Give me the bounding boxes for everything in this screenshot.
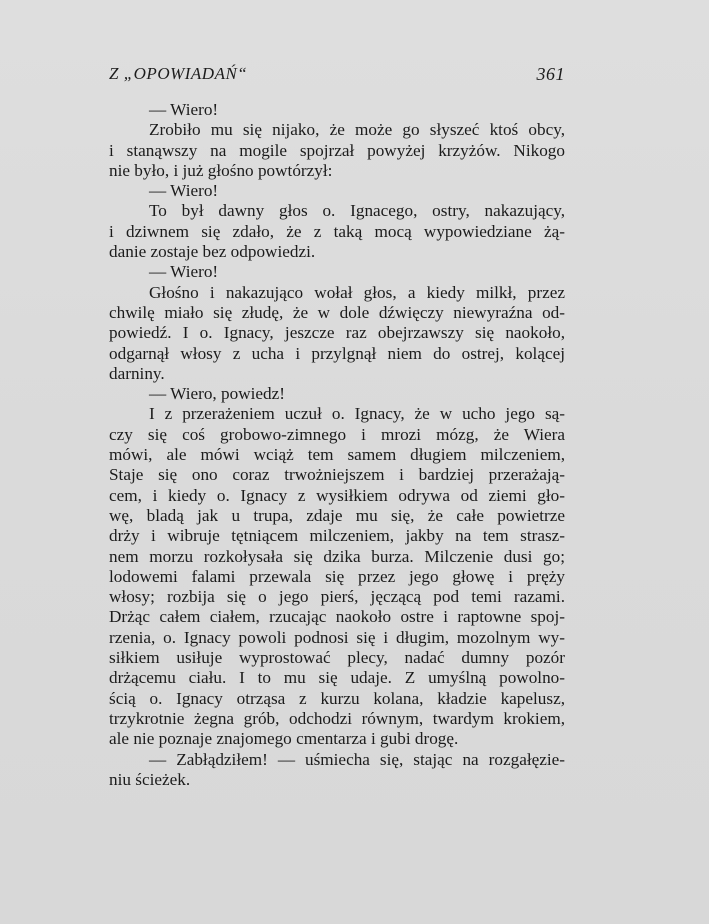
text-line: odgarnął włosy z ucha i przylgnął niem do ostrej, kolącej: [109, 343, 565, 363]
text-line: — Zabłądziłem! — uśmiecha się, stając na rozgałęzie-: [149, 749, 565, 769]
running-head: [109, 64, 565, 90]
text-line: nem morzu rozkołysała się dzika burza. Milczenie dusi go;: [109, 546, 565, 566]
text-line: To był dawny głos o. Ignacego, ostry, nakazujący,: [149, 201, 565, 221]
text-line: włosy; rozbija się o jego pierś, jęczącą pod temi razami.: [109, 587, 565, 607]
text-line: i dziwnem się zdało, że z taką mocą wypowiedziane żą-: [109, 221, 565, 241]
text-line: czy się coś grobowo-zimnego i mrozi mózg, że Wiera: [109, 424, 565, 444]
text-line: trzykrotnie żegna grób, odchodzi równym, twardym krokiem,: [109, 708, 565, 728]
page-number: 361: [536, 64, 565, 84]
text-line: mówi, ale mówi wciąż tem samem długiem milczeniem,: [109, 445, 565, 465]
body-text: [109, 100, 565, 790]
text-line: i stanąwszy na mogile spojrzał powyżej krzyżów. Nikogo: [109, 140, 565, 160]
text-line: I z przerażeniem uczuł o. Ignacy, że w ucho jego są-: [149, 404, 565, 424]
text-line: Głośno i nakazująco wołał głos, a kiedy milkł, przez: [149, 282, 565, 302]
text-line: wę, bladą jak u trupa, zdaje mu się, że całe powietrze: [109, 505, 565, 525]
text-line: ścią o. Ignacy otrząsa z kurzu kolana, kładzie kapelusz,: [109, 688, 565, 708]
text-line: niu ścieżek.: [109, 769, 191, 789]
text-line: nie było, i już głośno powtórzył:: [109, 160, 333, 180]
text-line: drżącemu ciału. I to mu się udaje. Z umyślną powolno-: [109, 668, 565, 688]
text-line: Drżąc całem ciałem, rzucając naokoło ostre i raptowne spoj-: [109, 607, 565, 627]
text-line: — Wiero!: [149, 100, 219, 119]
text-line: Zrobiło mu się nijako, że może go słyszeć ktoś obcy,: [149, 120, 565, 140]
text-line: — Wiero!: [149, 181, 219, 201]
text-line: darniny.: [109, 363, 165, 383]
text-line: ale nie poznaje znajomego cmentarza i gubi drogę.: [109, 729, 459, 749]
text-line: rzenia, o. Ignacy powoli podnosi się i długim, mozolnym wy-: [109, 627, 565, 647]
text-line: Staje się ono coraz trwożniejszem i bardziej przerażają-: [109, 465, 565, 485]
text-line: lodowemi falami przewala się przez jego głowę i pręży: [109, 566, 565, 586]
text-line: cem, i kiedy o. Ignacy z wysiłkiem odrywa od ziemi gło-: [109, 485, 565, 505]
text-line: chwilę miało się złudę, że w dole dźwięczy niewyraźna od-: [109, 302, 565, 322]
text-line: — Wiero, powiedz!: [149, 384, 285, 404]
text-line: powiedź. I o. Ignacy, jeszcze raz obejrzawszy się naokoło,: [109, 323, 565, 343]
text-line: danie zostaje bez odpowiedzi.: [109, 242, 316, 262]
text-line: siłkiem usiłuje wyprostować plecy, nadać dumny pozór: [109, 648, 565, 668]
text-line: drży i wibruje tętniącem milczeniem, jakby na tem strasz-: [109, 526, 565, 546]
chapter-title: Z „OPOWIADAŃ“: [109, 64, 248, 83]
text-line: — Wiero!: [149, 262, 219, 282]
